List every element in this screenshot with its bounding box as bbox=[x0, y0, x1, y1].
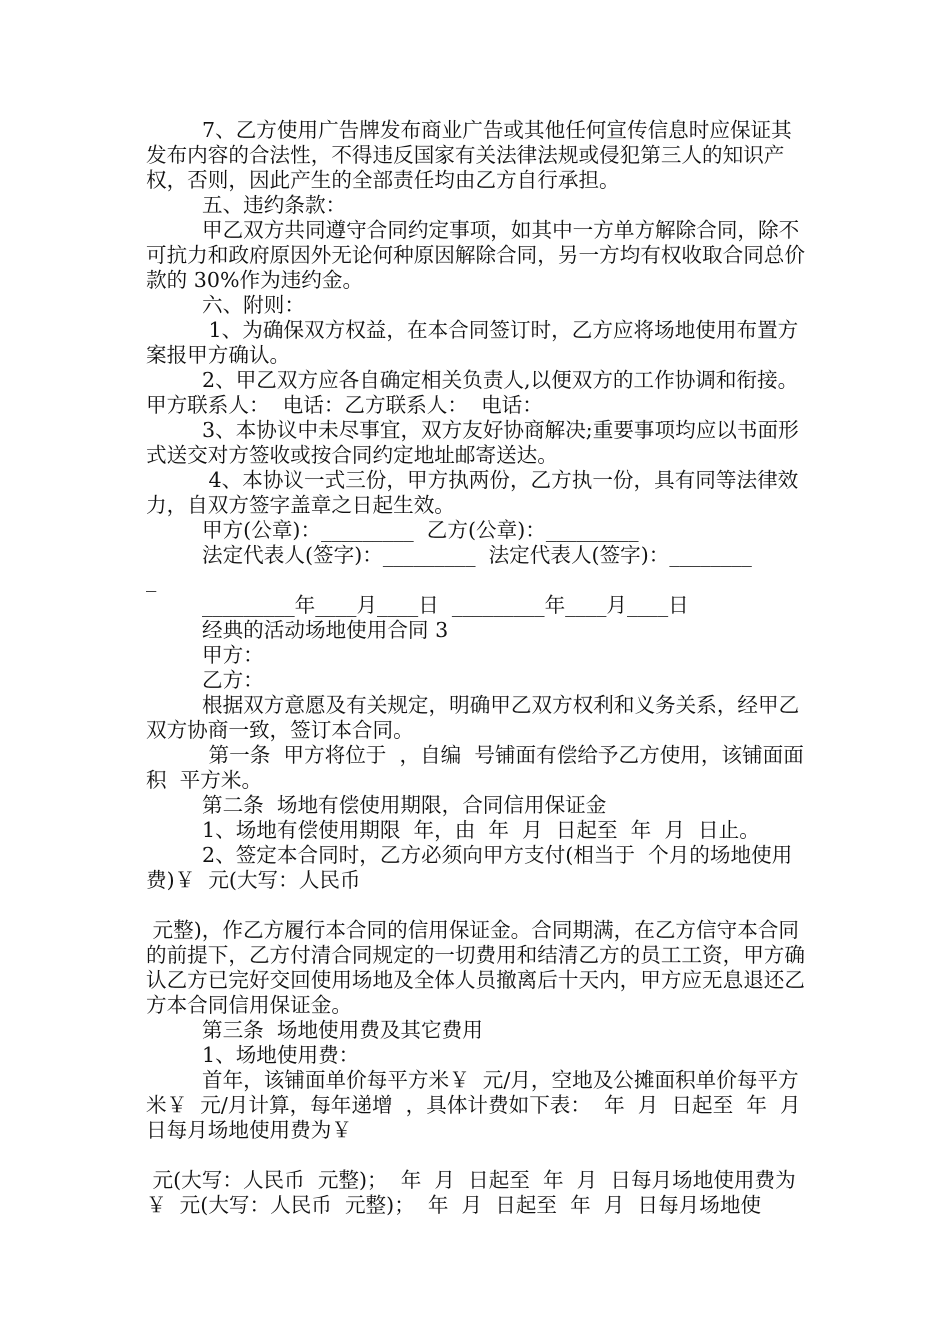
paragraph: 甲乙双方共同遵守合同约定事项，如其中一方单方解除合同，除不可抗力和政府原因外无论何种原因解除合同，另一方均有权收取合同总价款的 30%作为违约金。 bbox=[146, 218, 805, 292]
section-heading: 五、违约条款： bbox=[202, 193, 347, 217]
party-a-label: 甲方： bbox=[202, 643, 264, 667]
paragraph: 7、乙方使用广告牌发布商业广告或其他任何宣传信息时应保证其发布内容的合法性，不得违反国家有关法律法规或侵犯第三人的知识产权，否则，因此产生的全部责任均由乙方自行承担。 bbox=[146, 118, 792, 192]
party-b-label: 乙方： bbox=[202, 668, 264, 692]
article-heading: 第二条 场地有偿使用期限，合同信用保证金 bbox=[202, 793, 607, 817]
blank-line bbox=[146, 1143, 808, 1168]
contract-title: 经典的活动场地使用合同 3 bbox=[202, 618, 449, 642]
signature-line-overflow: _ bbox=[146, 568, 157, 592]
paragraph: 1、场地有偿使用期限 年，由 年 月 日起至 年 月 日止。 bbox=[202, 818, 760, 842]
paragraph: 首年，该铺面单价每平方米￥ 元/月，空地及公摊面积单价每平方米￥ 元/月计算，每年递增 ，具体计费如下表： 年 月 日起至 年 月 日每月场地使用费为￥ bbox=[146, 1068, 814, 1142]
article-heading: 第三条 场地使用费及其它费用 bbox=[202, 1018, 483, 1042]
paragraph: 2、甲乙双方应各自确定相关负责人,以便双方的工作协调和衔接。 甲方联系人： 电话：乙方联系人： 电话： bbox=[146, 368, 812, 417]
article-paragraph: 第一条 甲方将位于 ，自编 号铺面有偿给予乙方使用，该铺面面积 平方米。 bbox=[146, 743, 804, 792]
paragraph: 4、本协议一式三份，甲方执两份，乙方执一份，具有同等法律效力，自双方签字盖章之日起生效。 bbox=[146, 468, 799, 517]
signature-line: 甲方(公章)：_________ 乙方(公章)：_________ bbox=[202, 518, 639, 542]
paragraph: 元(大写：人民币 元整)； 年 月 日起至 年 月 日每月场地使用费为￥ 元(大写：人民币 元整)； 年 月 日起至 年 月 日每月场地使 bbox=[146, 1168, 796, 1217]
paragraph: 1、为确保双方权益，在本合同签订时，乙方应将场地使用布置方案报甲方确认。 bbox=[146, 318, 799, 367]
date-line: _________年____月____日 _________年____月____日 bbox=[202, 593, 689, 617]
section-heading: 六、附则： bbox=[202, 293, 305, 317]
signature-line: 法定代表人(签字)：_________ 法定代表人(签字)：________ bbox=[202, 543, 752, 567]
paragraph: 元整)，作乙方履行本合同的信用保证金。合同期满，在乙方信守本合同的前提下，乙方付清合同规定的一切费用和结清乙方的员工工资，甲方确认乙方已完好交回使用场地及全体人员撤离后十天内，甲方应无息退还乙方本合同信用保证金。 bbox=[146, 918, 805, 1017]
paragraph: 根据双方意愿及有关规定，明确甲乙双方权利和义务关系，经甲乙双方协商一致，签订本合同。 bbox=[146, 693, 800, 742]
paragraph: 1、场地使用费： bbox=[202, 1043, 360, 1067]
blank-line bbox=[146, 893, 808, 918]
paragraph: 3、本协议中未尽事宜，双方友好协商解决;重要事项均应以书面形式送交对方签收或按合同约定地址邮寄送达。 bbox=[146, 418, 799, 467]
document-page bbox=[146, 118, 814, 1218]
paragraph: 2、签定本合同时，乙方必须向甲方支付(相当于 个月的场地使用费)￥ 元(大写：人民币 bbox=[146, 843, 793, 892]
